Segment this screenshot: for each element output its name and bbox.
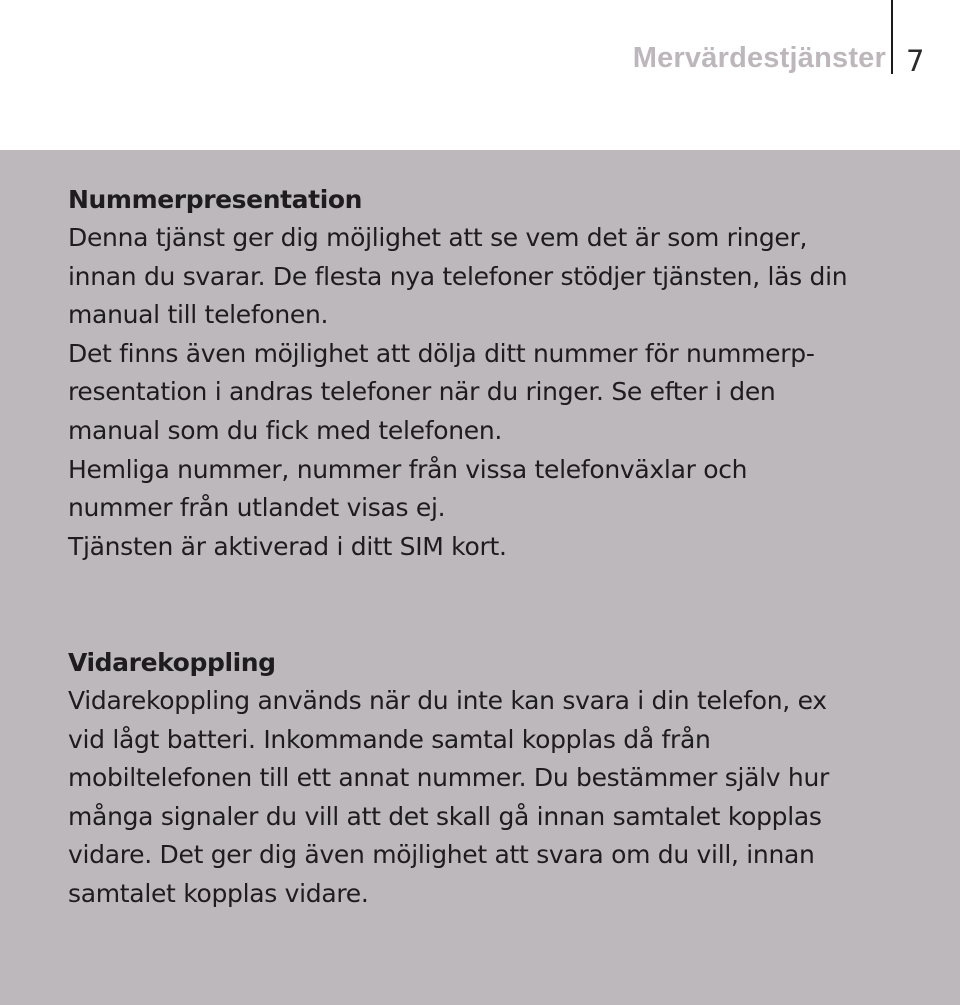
header-divider (891, 0, 893, 74)
caller-id-section (68, 180, 928, 566)
caller-id-line: Tjänsten är aktiverad i ditt SIM kort. (68, 531, 507, 561)
call-forwarding-section (68, 643, 928, 914)
caller-id-heading: Nummerpresentation (68, 185, 363, 214)
call-forwarding-line: samtalet kopplas vidare. (68, 878, 369, 908)
caller-id-line: resentation i andras telefoner när du ringer. Se efter i den (68, 377, 776, 407)
call-forwarding-line: många signaler du vill att det skall gå innan samtalet kopplas (68, 801, 822, 831)
caller-id-line: manual som du fick med telefonen. (68, 415, 503, 445)
section-title: Mervärdestjänster (632, 42, 886, 74)
caller-id-line: Det finns även möjlighet att dölja ditt nummer för nummerp- (68, 338, 815, 368)
call-forwarding-line: Vidarekoppling används när du inte kan svara i din telefon, ex (68, 686, 827, 715)
call-forwarding-line: mobiltelefonen till ett annat nummer. Du bestämmer själv hur (68, 763, 829, 793)
caller-id-line: manual till telefonen. (68, 300, 329, 330)
page-number: 7 (906, 44, 925, 78)
caller-id-line: innan du svarar. De flesta nya telefoner stödjer tjänsten, läs din (68, 261, 848, 291)
caller-id-line: nummer från utlandet visas ej. (68, 493, 446, 523)
call-forwarding-line: vid lågt batteri. Inkommande samtal kopplas då från (68, 724, 711, 754)
call-forwarding-heading: Vidarekoppling (68, 648, 276, 677)
caller-id-line: Denna tjänst ger dig möjlighet att se vem det är som ringer, (68, 223, 808, 252)
call-forwarding-line: vidare. Det ger dig även möjlighet att svara om du vill, innan (68, 840, 815, 870)
caller-id-line: Hemliga nummer, nummer från vissa telefonväxlar och (68, 454, 748, 484)
page-header (0, 0, 960, 150)
